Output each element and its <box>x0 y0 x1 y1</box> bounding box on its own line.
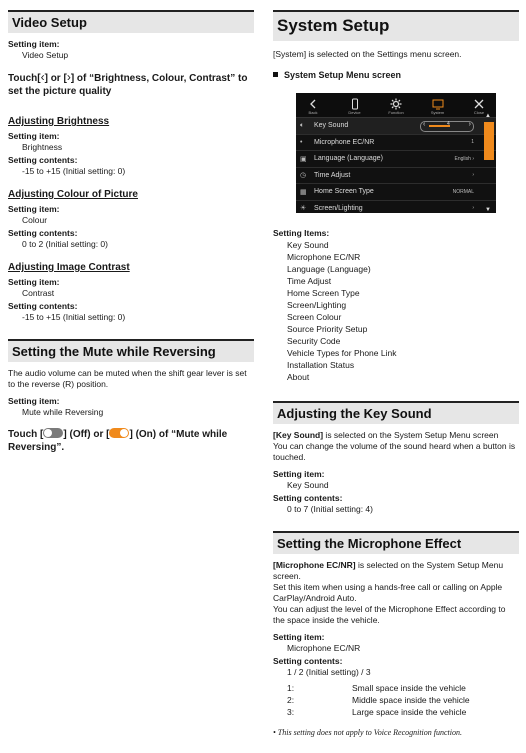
back-arrow-icon <box>307 98 319 110</box>
system-setup-description: [System] is selected on the Settings menu screen. <box>273 49 462 59</box>
screen-row-key-sound[interactable] <box>296 118 496 135</box>
speaker-icon: 🔈︎ <box>300 121 305 129</box>
option-desc: Large space inside the vehicle <box>352 707 467 717</box>
right-column-lower <box>273 226 519 737</box>
section-title-video-setup: Video Setup <box>8 10 254 33</box>
slider-right-arrow-icon[interactable]: › <box>468 121 471 128</box>
mic-contents-value: 1 / 2 (Initial setting) / 3 <box>287 667 371 677</box>
brightness-contents-value: -15 to +15 (Initial setting: 0) <box>22 166 126 176</box>
mic-note: • This setting does not apply to Voice Recognition function. <box>273 728 462 737</box>
list-item: Security Code <box>287 336 341 346</box>
tab-back[interactable] <box>302 98 324 115</box>
tab-close-label: Close <box>473 110 485 115</box>
touch-text-mid: ] or [ <box>44 73 67 84</box>
row-label: Home Screen Type <box>314 188 374 196</box>
colour-item-value: Colour <box>22 215 48 225</box>
chevron-right-icon[interactable]: › <box>66 70 71 84</box>
tab-device[interactable] <box>344 98 366 115</box>
mic-desc-rest: is selected on the System Setup Menu screen. <box>273 560 504 581</box>
list-item: Time Adjust <box>287 276 332 286</box>
option-desc: Small space inside the vehicle <box>352 683 466 693</box>
mic-description <box>273 560 519 582</box>
list-item: Source Priority Setup <box>287 324 368 334</box>
mute-description: The audio volume can be muted when the shift gear lever is set to the reverse (R) position. <box>8 368 247 389</box>
slider-left-arrow-icon[interactable]: ‹ <box>423 121 426 128</box>
row-label: Language (Language) <box>314 155 383 163</box>
list-item: Home Screen Type <box>287 288 360 298</box>
scroll-down-icon[interactable]: ▼ <box>485 207 491 213</box>
mute-touch-text-b: ] (Off) or [ <box>63 429 110 440</box>
key-sound-description-2: You can change the volume of the sound heard when a button is touched. <box>273 441 516 462</box>
brightness-icon: ☀︎ <box>300 205 307 213</box>
brightness-item-label: Setting item: <box>8 131 60 141</box>
mute-touch-text-c: ] (On) of “Mute while Reversing”. <box>8 429 228 453</box>
list-item: About <box>287 372 310 382</box>
mute-touch-text-a: Touch [ <box>8 429 44 440</box>
system-setup-menu-screenshot <box>296 93 496 213</box>
tab-function-label: Function <box>388 110 404 115</box>
row-label: Time Adjust <box>314 171 351 179</box>
contrast-contents-label: Setting contents: <box>8 301 78 311</box>
subheading-colour: Adjusting Colour of Picture <box>8 189 138 200</box>
mic-description-3: You can adjust the level of the Microphone Effect according to the space inside the vehicle. <box>273 604 506 625</box>
screen-top-bar <box>296 93 496 118</box>
mic-item-value: Microphone EC/NR <box>287 643 361 653</box>
scrollbar[interactable] <box>484 113 494 213</box>
key-sound-item-label: Setting item: <box>273 469 325 479</box>
touch-instruction <box>8 71 254 98</box>
tab-function[interactable] <box>385 98 407 115</box>
square-bullet-icon <box>273 72 278 77</box>
list-item: Screen/Lighting <box>287 300 347 310</box>
right-column <box>273 0 519 80</box>
list-item: Screen Colour <box>287 312 342 322</box>
menu-screen-heading-text: System Setup Menu screen <box>284 70 402 80</box>
microphone-icon: • <box>300 138 303 146</box>
option-key: 3: <box>287 707 295 717</box>
key-sound-desc-bold: [Key Sound] <box>273 430 324 440</box>
option-key: 2: <box>287 695 295 705</box>
row-label: Key Sound <box>314 122 349 130</box>
scroll-up-icon[interactable]: ▲ <box>485 113 491 119</box>
section-title-microphone: Setting the Microphone Effect <box>273 531 519 554</box>
screen-row-microphone[interactable] <box>296 135 496 152</box>
tab-device-label: Device <box>348 110 361 115</box>
toggle-on-icon[interactable] <box>109 428 129 438</box>
setting-item-label: Setting item: <box>8 39 60 49</box>
screen-row-language[interactable] <box>296 151 496 168</box>
mic-desc-bold: [Microphone EC/NR] <box>273 560 356 570</box>
contrast-item-label: Setting item: <box>8 277 60 287</box>
key-sound-description <box>273 430 519 441</box>
list-item: Language (Language) <box>287 264 371 274</box>
tab-system[interactable] <box>427 98 449 115</box>
list-item <box>273 694 519 706</box>
row-value: 1 <box>471 139 474 146</box>
language-icon: ▣ <box>300 155 307 163</box>
list-item: Installation Status <box>287 360 355 370</box>
key-sound-item-value: Key Sound <box>287 480 329 490</box>
list-item: Microphone EC/NR <box>287 252 361 262</box>
key-sound-contents-value: 0 to 7 (Initial setting: 4) <box>287 504 373 514</box>
mic-contents-label: Setting contents: <box>273 656 343 666</box>
contrast-item-value: Contrast <box>22 288 55 298</box>
list-item: Key Sound <box>287 240 329 250</box>
contrast-contents-value: -15 to +15 (Initial setting: 0) <box>22 312 126 322</box>
brightness-item-value: Brightness <box>22 142 63 152</box>
tab-back-label: Back <box>308 110 318 115</box>
colour-contents-label: Setting contents: <box>8 228 78 238</box>
screen-row-screen-lighting[interactable] <box>296 201 496 217</box>
option-desc: Middle space inside the vehicle <box>352 695 470 705</box>
close-icon <box>473 98 485 110</box>
colour-item-label: Setting item: <box>8 204 60 214</box>
touch-text-prefix: Touch[ <box>8 73 41 84</box>
section-title-mute: Setting the Mute while Reversing <box>8 339 254 362</box>
touch-text-suffix: ] of “Brightness, Colour, Contrast” to set the picture quality <box>8 73 248 97</box>
language-value: English <box>454 155 471 162</box>
monitor-icon <box>432 98 444 110</box>
chevron-right-icon: › <box>472 205 474 212</box>
mic-options <box>273 682 519 718</box>
screen-row-home-screen-type[interactable] <box>296 184 496 201</box>
list-item <box>273 682 519 694</box>
scrollbar-thumb[interactable] <box>484 122 494 160</box>
key-sound-desc-rest: is selected on the System Setup Menu screen <box>323 430 499 440</box>
setting-items-list <box>273 239 519 383</box>
key-sound-slider[interactable] <box>420 121 474 132</box>
list-item: Vehicle Types for Phone Link <box>287 348 397 358</box>
chevron-left-icon[interactable]: ‹ <box>40 70 45 84</box>
menu-screen-heading <box>273 70 519 80</box>
phone-icon <box>349 98 361 110</box>
key-sound-contents-label: Setting contents: <box>273 493 343 503</box>
colour-contents-value: 0 to 2 (Initial setting: 0) <box>22 239 108 249</box>
chevron-right-icon: › <box>472 172 474 179</box>
subheading-contrast: Adjusting Image Contrast <box>8 262 130 273</box>
left-column <box>8 0 254 454</box>
section-title-key-sound: Adjusting the Key Sound <box>273 401 519 424</box>
option-key: 1: <box>287 683 295 693</box>
gear-icon <box>390 98 402 110</box>
screen-row-time-adjust[interactable] <box>296 168 496 185</box>
section-title-system-setup: System Setup <box>273 10 519 41</box>
row-label: Microphone EC/NR <box>314 138 375 146</box>
row-value: English › <box>454 155 474 162</box>
tab-system-label: System <box>430 110 445 115</box>
setting-item-value: Video Setup <box>22 50 69 60</box>
subheading-brightness: Adjusting Brightness <box>8 116 110 127</box>
home-grid-icon: ▦ <box>300 188 307 196</box>
row-value: NORMAL <box>452 188 474 195</box>
mute-item-value: Mute while Reversing <box>22 407 104 417</box>
key-sound-value: 4 <box>447 121 450 127</box>
list-item <box>273 706 519 718</box>
row-label: Screen/Lighting <box>314 204 363 212</box>
setting-items-label: Setting Items: <box>273 228 330 238</box>
mic-description-2: Set this item when using a hands-free call or calling on Apple CarPlay/Android Auto. <box>273 582 503 603</box>
clock-icon: ◷ <box>300 172 307 180</box>
mic-item-label: Setting item: <box>273 632 325 642</box>
mute-item-label: Setting item: <box>8 396 60 406</box>
brightness-contents-label: Setting contents: <box>8 155 78 165</box>
mute-touch-instruction <box>8 428 254 454</box>
toggle-off-icon[interactable] <box>43 428 63 438</box>
